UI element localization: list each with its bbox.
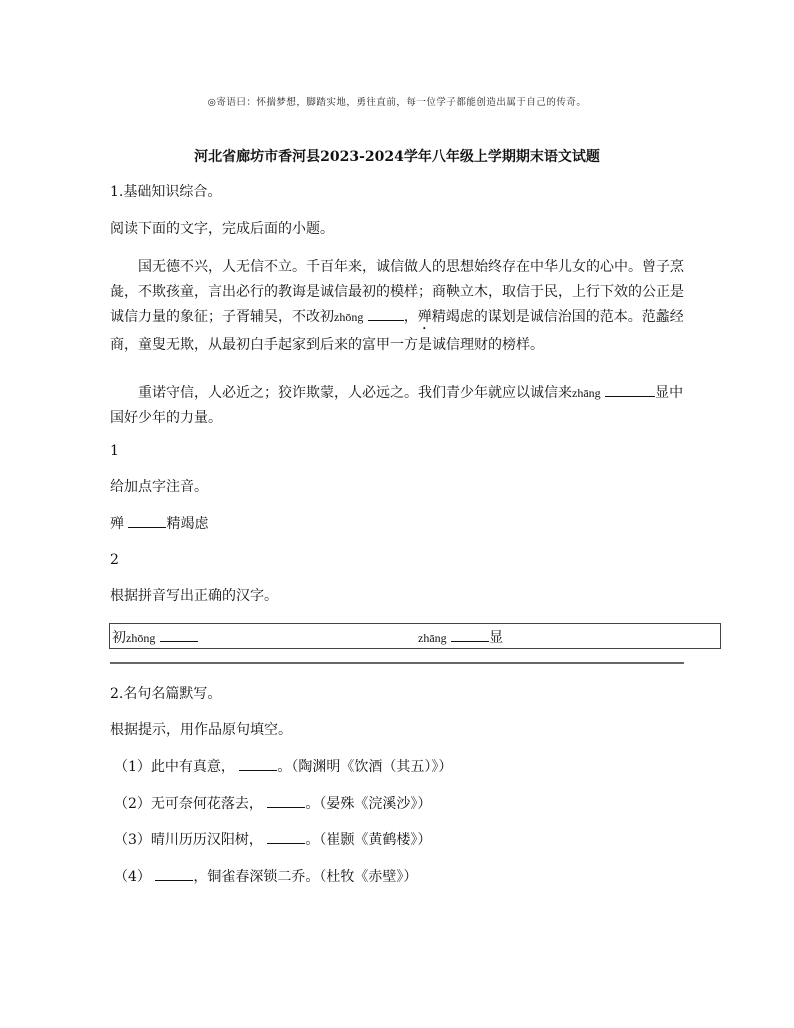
pinyin-zhang: zhāng: [572, 386, 601, 400]
passage-text: 精竭虑的谋划是诚信治国的范本。范蠡经商，童叟无欺，从最初白手起家到后来的富甲一方是诚信理财的榜样。: [110, 309, 684, 353]
passage-paragraph-2: [110, 381, 688, 431]
hanzi-answer-blank[interactable]: [451, 627, 489, 642]
recitation-item-4: [114, 866, 417, 887]
subquestion-1-instruction: 给加点字注音。: [110, 479, 208, 495]
dotted-char: 殚: [110, 516, 124, 532]
item-number: （1）: [114, 759, 151, 775]
item-number: （3）: [114, 832, 151, 848]
cell-pinyin: zhōng: [126, 631, 156, 645]
passage-text: 国无德不兴，人无信不立。千百年来，诚信做人的思想始终存在中华儿女的心中。曾子烹彘，不欺孩童，言出必行的教诲是诚信最初的模样；商鞅立木，取信于民，上行下效的公正是诚信力量的象征；子胥辅吴，不改初: [110, 259, 684, 325]
item-after: ，铜雀春深锁二乔。（杜牧《赤壁》）: [193, 869, 418, 885]
q1-instruction: 阅读下面的文字，完成后面的小题。: [110, 221, 334, 237]
recitation-item-2: [114, 793, 431, 814]
passage-text: 重诺守信，人必近之；狡诈欺蒙，人必远之。我们青少年就应以诚信来: [138, 385, 572, 401]
recitation-item-3: [114, 829, 431, 850]
fill-blank[interactable]: [605, 382, 655, 397]
q1-heading: 1.基础知识综合。: [110, 184, 222, 200]
recitation-item-1: [114, 756, 452, 777]
cell-pinyin: zhāng: [418, 631, 447, 645]
recitation-blank[interactable]: [155, 866, 193, 881]
answer-cell-1: [112, 627, 198, 647]
passage-text: ，: [403, 309, 418, 325]
q2-instruction: 根据提示，用作品原句填空。: [110, 722, 292, 738]
subquestion-2-number: 2: [110, 552, 119, 568]
dotted-char: 殚: [417, 309, 432, 325]
section-divider: [110, 662, 684, 664]
subquestion-2-instruction: 根据拼音写出正确的汉字。: [110, 588, 278, 604]
answer-cell-2: [418, 627, 503, 647]
recitation-blank[interactable]: [239, 756, 277, 771]
passage-text: 显中国好少年的力量。: [110, 385, 684, 426]
q2-heading: 2.名句名篇默写。: [110, 686, 222, 702]
cell-prefix: 初: [112, 630, 126, 646]
subquestion-1-item: [110, 513, 208, 534]
item-before: 无可奈何花落去，: [150, 796, 263, 812]
header-motto: ◎寄语曰：怀揣梦想，脚踏实地，勇往直前，每一位学子都能创造出属于自己的传奇。: [207, 97, 587, 108]
item-before: 此中有真意，: [150, 759, 235, 775]
item-before: 晴川历历汉阳树，: [150, 832, 263, 848]
recitation-blank[interactable]: [267, 829, 305, 844]
hanzi-answer-blank[interactable]: [160, 627, 198, 642]
fill-blank[interactable]: [368, 306, 404, 321]
item-after: 。（陶渊明《饮酒（其五）》）: [277, 759, 453, 775]
item-number: （2）: [114, 796, 151, 812]
recitation-blank[interactable]: [267, 793, 305, 808]
answer-table: [109, 623, 721, 649]
passage-paragraph-1: [110, 255, 688, 358]
exam-title: 河北省廊坊市香河县2023-2024学年八年级上学期期末语文试题: [194, 149, 600, 165]
item-after: 。（崔颢《黄鹤楼》）: [305, 832, 432, 848]
cell-suffix: 显: [489, 630, 504, 646]
item-number: （4）: [114, 869, 151, 885]
word-rest: 精竭虑: [166, 516, 209, 532]
pinyin-zhong: zhōng: [334, 310, 364, 324]
pinyin-answer-blank[interactable]: [128, 513, 166, 528]
item-after: 。（晏殊《浣溪沙》）: [305, 796, 432, 812]
subquestion-1-number: 1: [110, 443, 119, 459]
